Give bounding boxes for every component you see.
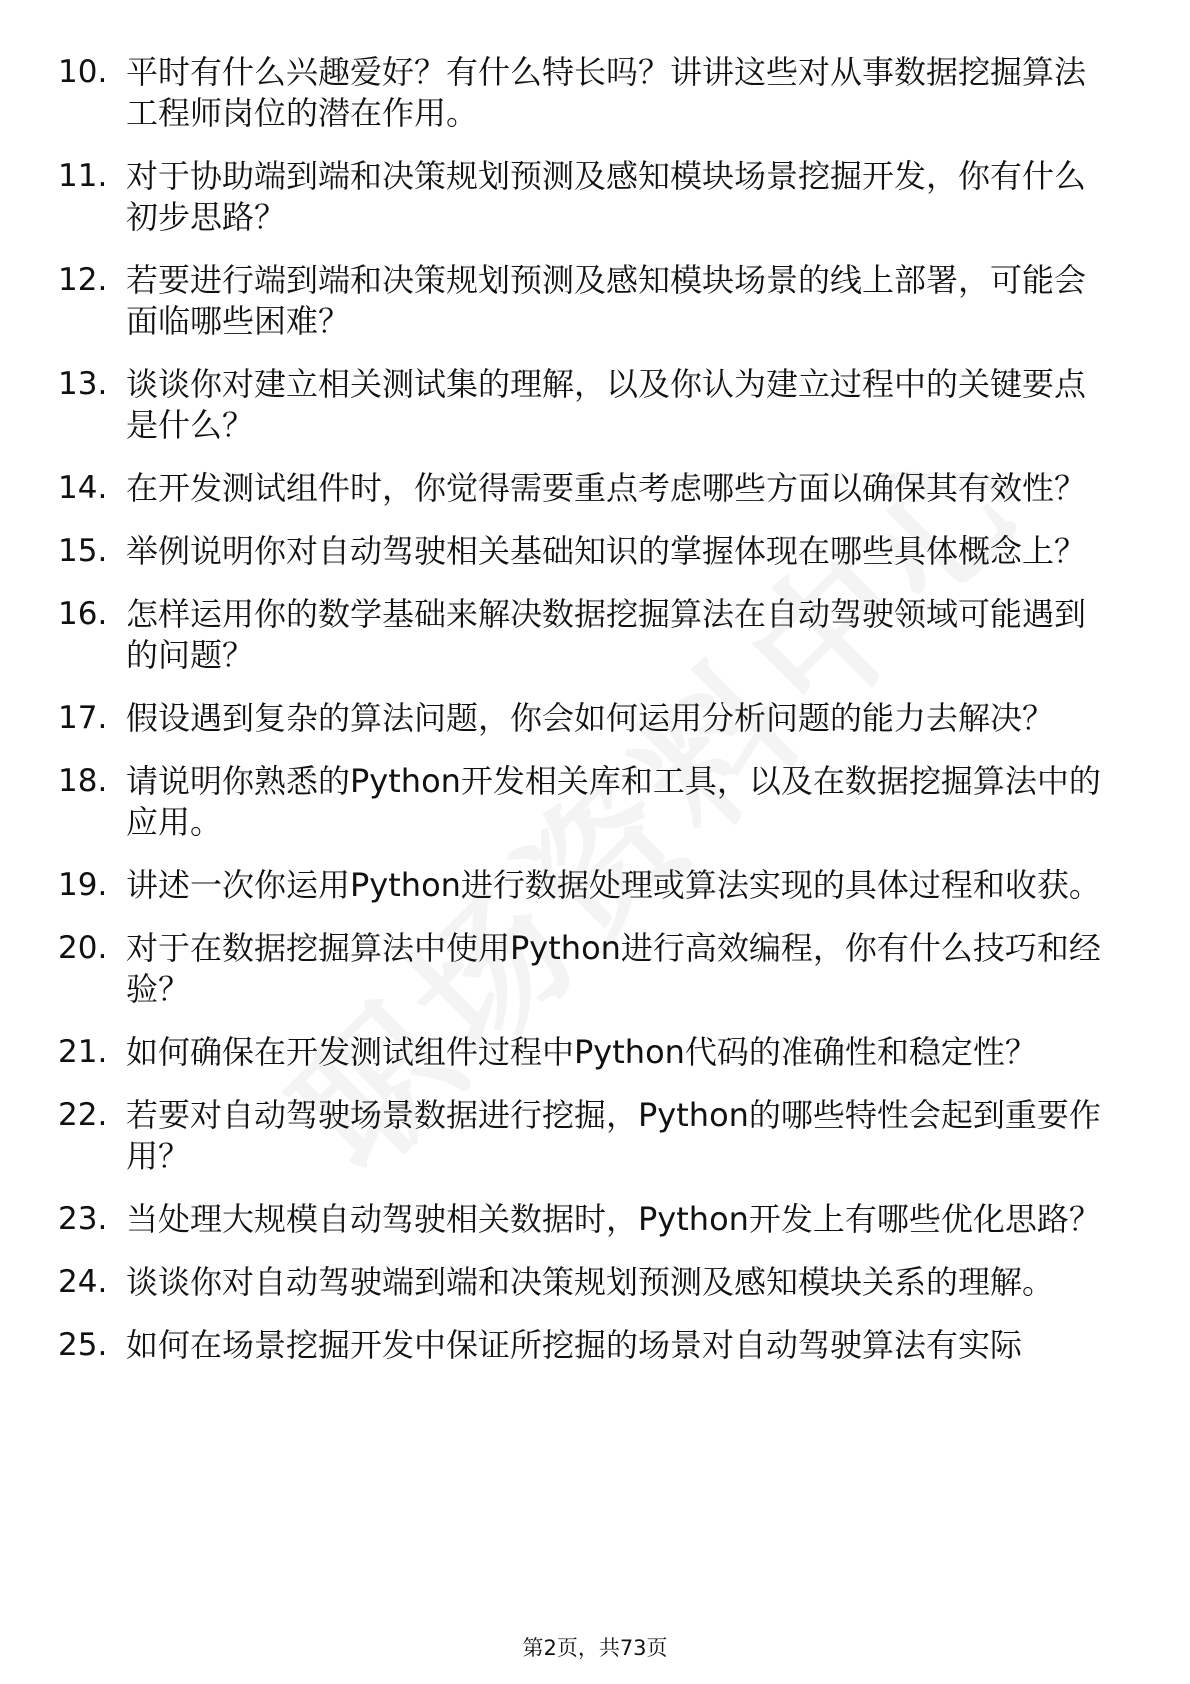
question-text: 怎样运用你的数学基础来解决数据挖掘算法在自动驾驶领域可能遇到的问题？ — [126, 595, 1087, 674]
question-item — [0, 928, 1190, 1010]
question-text: 对于在数据挖掘算法中使用Python进行高效编程，你有什么技巧和经验？ — [126, 929, 1101, 1008]
question-number: 18. — [58, 763, 108, 799]
question-text: 如何在场景挖掘开发中保证所挖掘的场景对自动驾驶算法有实际 — [126, 1326, 1023, 1364]
question-text: 谈谈你对自动驾驶端到端和决策规划预测及感知模块关系的理解。 — [126, 1263, 1055, 1301]
question-item — [0, 1095, 1190, 1177]
question-item — [0, 531, 1190, 572]
question-number: 10. — [58, 54, 108, 90]
question-item — [0, 156, 1190, 238]
question-number: 21. — [58, 1034, 108, 1070]
question-number: 15. — [58, 533, 108, 569]
question-text: 当处理大规模自动驾驶相关数据时，Python开发上有哪些优化思路？ — [126, 1200, 1101, 1238]
question-text: 在开发测试组件时，你觉得需要重点考虑哪些方面以确保其有效性？ — [126, 469, 1087, 507]
question-item — [0, 1199, 1190, 1240]
question-text: 平时有什么兴趣爱好？有什么特长吗？讲讲这些对从事数据挖掘算法工程师岗位的潜在作用。 — [126, 53, 1087, 132]
question-number: 22. — [58, 1097, 108, 1133]
question-item — [0, 52, 1190, 134]
question-item — [0, 594, 1190, 676]
question-text: 若要进行端到端和决策规划预测及感知模块场景的线上部署，可能会面临哪些困难？ — [126, 261, 1087, 340]
question-item — [0, 1262, 1190, 1303]
question-item — [0, 468, 1190, 509]
question-number: 14. — [58, 470, 108, 506]
question-text: 若要对自动驾驶场景数据进行挖掘，Python的哪些特性会起到重要作用？ — [126, 1096, 1101, 1175]
question-item — [0, 1325, 1190, 1366]
question-number: 25. — [58, 1327, 108, 1363]
question-item — [0, 260, 1190, 342]
question-number: 20. — [58, 930, 108, 966]
question-text: 假设遇到复杂的算法问题，你会如何运用分析问题的能力去解决？ — [126, 699, 1055, 737]
question-number: 24. — [58, 1264, 108, 1300]
question-number: 11. — [58, 158, 108, 194]
question-number: 19. — [58, 867, 108, 903]
question-text: 对于协助端到端和决策规划预测及感知模块场景挖掘开发，你有什么初步思路？ — [126, 157, 1087, 236]
question-number: 16. — [58, 596, 108, 632]
page-footer: 第2页，共73页 — [522, 1636, 668, 1660]
question-text: 举例说明你对自动驾驶相关基础知识的掌握体现在哪些具体概念上？ — [126, 532, 1087, 570]
question-item — [0, 1032, 1190, 1073]
question-item — [0, 698, 1190, 739]
question-number: 12. — [58, 262, 108, 298]
question-number: 23. — [58, 1201, 108, 1237]
question-text: 如何确保在开发测试组件过程中Python代码的准确性和稳定性？ — [126, 1033, 1037, 1071]
question-list — [0, 52, 1190, 1388]
question-text: 请说明你熟悉的Python开发相关库和工具，以及在数据挖掘算法中的应用。 — [126, 762, 1101, 841]
question-item — [0, 761, 1190, 843]
question-item — [0, 865, 1190, 906]
question-number: 17. — [58, 700, 108, 736]
question-number: 13. — [58, 366, 108, 402]
question-text: 谈谈你对建立相关测试集的理解，以及你认为建立过程中的关键要点是什么？ — [126, 365, 1087, 444]
question-item — [0, 364, 1190, 446]
question-text: 讲述一次你运用Python进行数据处理或算法实现的具体过程和收获。 — [126, 866, 1101, 904]
